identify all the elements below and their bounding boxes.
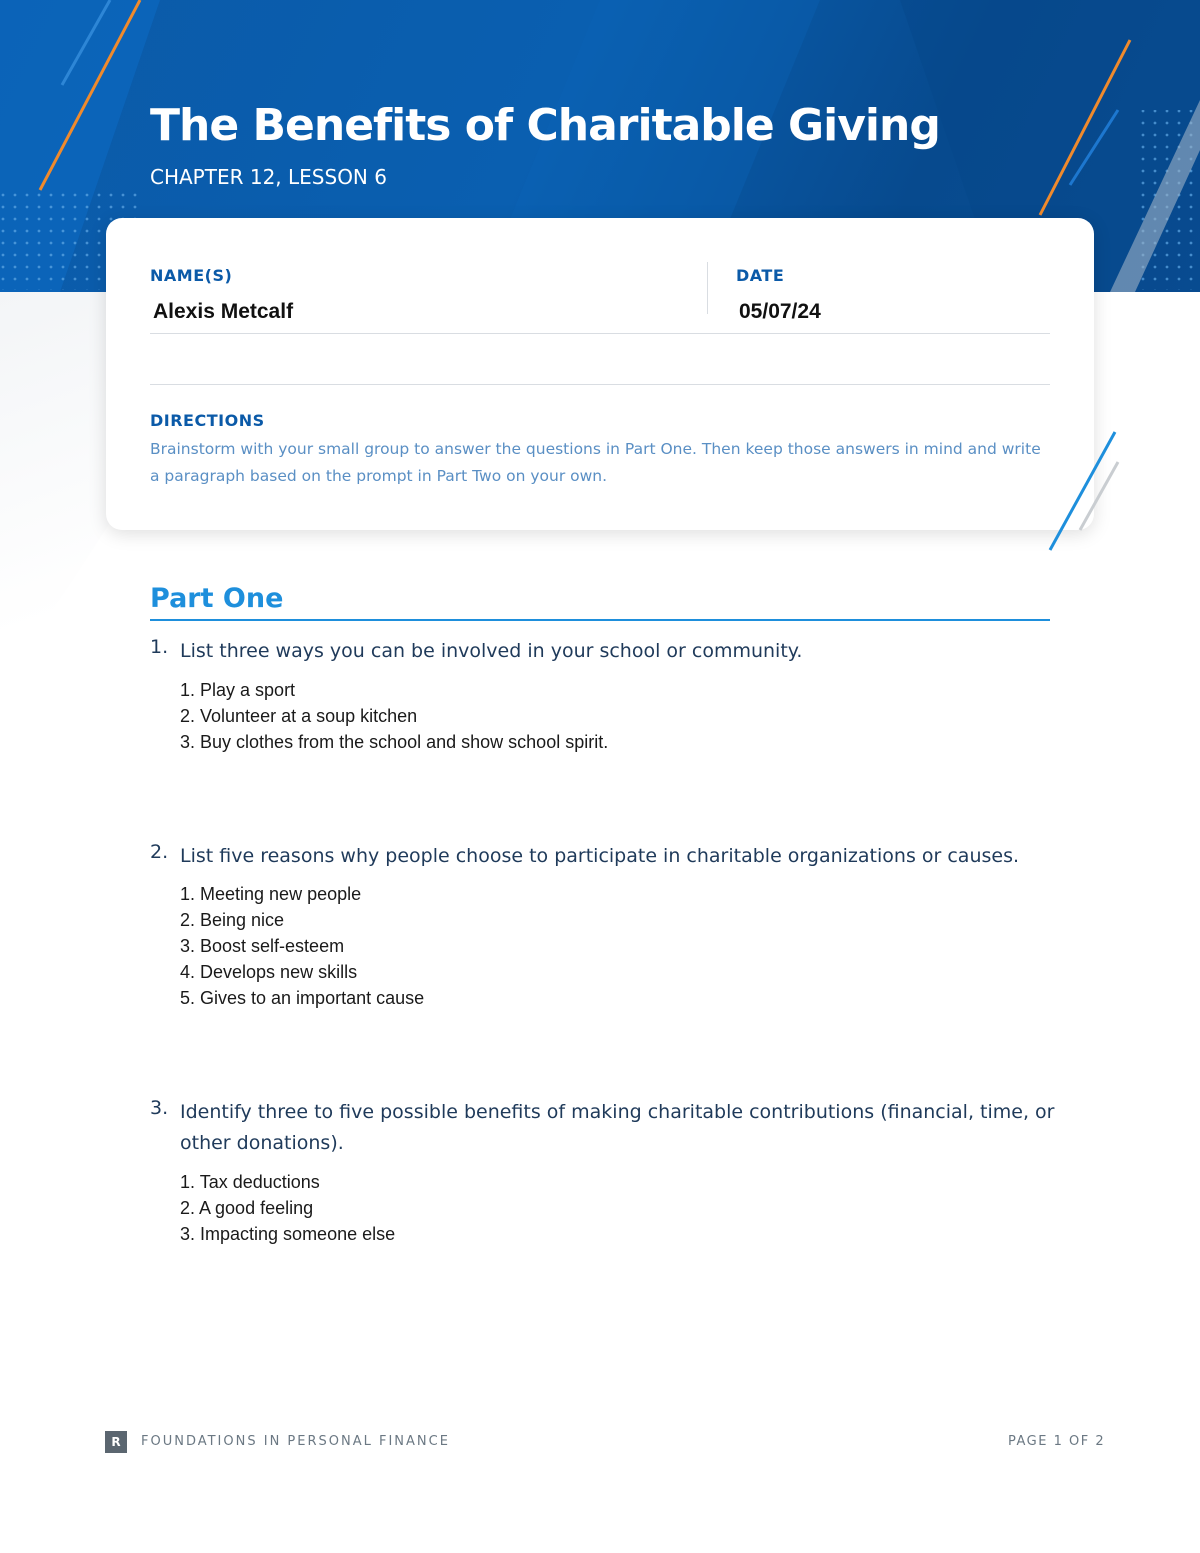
ramsey-logo-icon: R bbox=[105, 1431, 127, 1453]
section-divider bbox=[150, 384, 1050, 385]
page-title: The Benefits of Charitable Giving bbox=[150, 100, 940, 151]
directions-label: DIRECTIONS bbox=[150, 411, 265, 430]
question-text: Identify three to five possible benefits of making charitable contributions (financial, time, or other donations). bbox=[180, 1101, 1055, 1154]
name-label: NAME(S) bbox=[150, 266, 233, 285]
part-one-rule bbox=[150, 619, 1050, 621]
footer-course-name: FOUNDATIONS IN PERSONAL FINANCE bbox=[141, 1434, 450, 1449]
question-number: 3. bbox=[150, 1097, 169, 1119]
question-text: List three ways you can be involved in your school or community. bbox=[180, 640, 803, 662]
name-field[interactable]: Alexis Metcalf bbox=[153, 300, 294, 323]
date-field[interactable]: 05/07/24 bbox=[739, 300, 821, 323]
field-divider bbox=[707, 262, 708, 314]
answer-list-1 bbox=[180, 677, 608, 755]
answer-item: 4. Develops new skills bbox=[180, 962, 358, 982]
answer-item: 3. Impacting someone else bbox=[180, 1224, 396, 1244]
answer-item: 2. Volunteer at a soup kitchen bbox=[180, 706, 418, 726]
question-number: 1. bbox=[150, 636, 169, 658]
answer-item: 3. Buy clothes from the school and show school spirit. bbox=[180, 732, 609, 752]
answer-list-3 bbox=[180, 1169, 395, 1247]
answer-item: 3. Boost self-esteem bbox=[180, 936, 345, 956]
answer-item: 2. Being nice bbox=[180, 910, 285, 930]
answer-item: 1. Tax deductions bbox=[180, 1172, 320, 1192]
date-label: DATE bbox=[736, 266, 785, 285]
answer-list-2 bbox=[180, 881, 424, 1011]
answer-item: 1. Play a sport bbox=[180, 680, 296, 700]
question-number: 2. bbox=[150, 841, 169, 863]
answer-item: 1. Meeting new people bbox=[180, 884, 362, 904]
footer-page-number: PAGE 1 OF 2 bbox=[1008, 1434, 1106, 1449]
part-one-title: Part One bbox=[150, 583, 284, 614]
page-subtitle: CHAPTER 12, LESSON 6 bbox=[150, 165, 387, 189]
answer-item: 5. Gives to an important cause bbox=[180, 988, 425, 1008]
question-text: List five reasons why people choose to participate in charitable organizations or causes. bbox=[180, 845, 1020, 867]
field-underline bbox=[150, 333, 1050, 334]
answer-item: 2. A good feeling bbox=[180, 1198, 314, 1218]
info-card bbox=[106, 218, 1094, 530]
directions-text: Brainstorm with your small group to answer the questions in Part One. Then keep those answers in mind and write a paragraph based on the prompt in Part Two on your own. bbox=[150, 440, 1041, 485]
accent-stripes bbox=[1040, 430, 1120, 560]
